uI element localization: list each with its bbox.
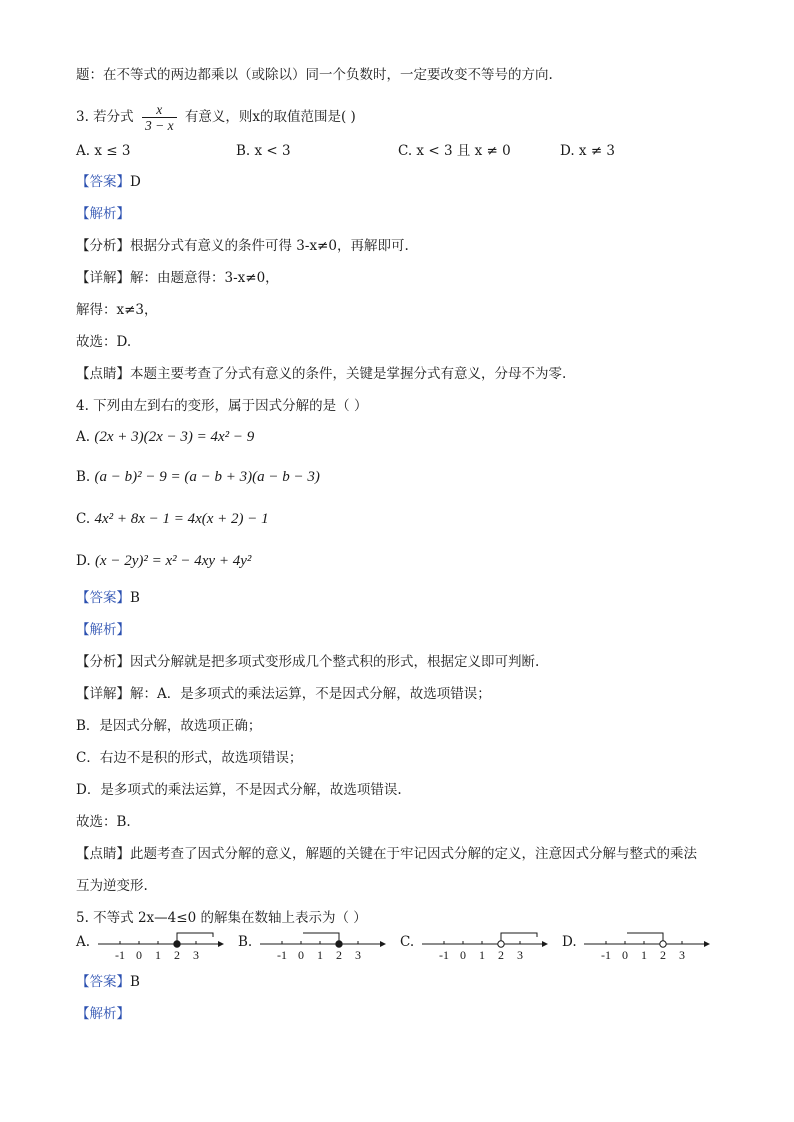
q5-option-a xyxy=(76,928,238,964)
q3-xiangjie xyxy=(76,269,279,287)
q5-analysis-heading: 【解析】 xyxy=(76,1006,130,1022)
answer-value: B xyxy=(130,974,140,990)
q5-option-b xyxy=(238,928,400,964)
question-3 xyxy=(76,100,356,134)
tick-label: 0 xyxy=(460,948,466,962)
solution-range xyxy=(501,933,537,944)
tick-label: 2 xyxy=(498,948,504,962)
q4-xiangjie xyxy=(76,685,491,703)
tick-label: -1 xyxy=(601,948,611,962)
question-4: 4. 下列由左到右的变形，属于因式分解的是（ ） xyxy=(76,398,368,414)
q3-option-d: D. x ≠ 3 xyxy=(560,143,616,159)
q3-option-c: C. x < 3 且 x ≠ 0 xyxy=(398,143,511,159)
filled-point xyxy=(174,941,180,947)
q3-fraction xyxy=(142,102,177,133)
q3-fenxi xyxy=(76,237,409,255)
q3-analysis-heading: 【解析】 xyxy=(76,206,130,222)
q4-answer xyxy=(76,589,140,607)
solution-range xyxy=(627,933,663,944)
arrow-icon xyxy=(704,941,710,947)
q3-solution: 解得：x≠3， xyxy=(76,302,158,318)
dianjing-tag: 【点睛】 xyxy=(76,846,130,862)
tick-label: 1 xyxy=(155,948,161,962)
tick-label: 2 xyxy=(660,948,666,962)
answer-tag: 【答案】 xyxy=(76,974,130,990)
q4-choice: 故选：B. xyxy=(76,814,131,830)
q5-answer xyxy=(76,973,140,991)
arrow-icon xyxy=(380,941,386,947)
q4-explain-d: D．是多项式的乘法运算，不是因式分解，故选项错误. xyxy=(76,782,402,798)
q4-option-d xyxy=(76,552,251,570)
q3-fraction-numerator: x xyxy=(142,102,177,118)
option-formula: (2x + 3)(2x − 3) = 4x² − 9 xyxy=(94,429,255,445)
dianjing-text: 此题考查了因式分解的意义，解题的关键在于牢记因式分解的定义，注意因式分解与整式的乘法 xyxy=(130,846,697,862)
q4-analysis-heading: 【解析】 xyxy=(76,622,130,638)
q3-option-b: B. x < 3 xyxy=(236,143,291,159)
tick-label: 2 xyxy=(174,948,180,962)
fenxi-tag: 【分析】 xyxy=(76,654,130,670)
tick-label: 0 xyxy=(622,948,628,962)
q5-options xyxy=(76,928,716,964)
question-5: 5. 不等式 2x—4≤0 的解集在数轴上表示为（ ） xyxy=(76,910,367,926)
tick-label: -1 xyxy=(439,948,449,962)
q3-prefix: 3. 若分式 xyxy=(76,109,134,125)
option-formula: (x − 2y)² = x² − 4xy + 4y² xyxy=(94,553,252,569)
q4-explain-b: B．是因式分解，故选项正确； xyxy=(76,718,262,734)
option-formula: (a − b)² − 9 = (a − b + 3)(a − b − 3) xyxy=(94,469,320,485)
q4-option-b xyxy=(76,468,320,486)
q4-fenxi xyxy=(76,653,539,671)
q4-dianjing xyxy=(76,845,697,863)
option-label: D. xyxy=(562,934,577,950)
option-label: A. xyxy=(76,429,91,445)
tick-label: -1 xyxy=(277,948,287,962)
tick-label: 3 xyxy=(679,948,685,962)
open-point xyxy=(660,941,666,947)
tick-label: 0 xyxy=(298,948,304,962)
q5-option-d xyxy=(562,928,724,964)
answer-tag: 【答案】 xyxy=(76,590,130,606)
dianjing-tag: 【点睛】 xyxy=(76,366,130,382)
arrow-icon xyxy=(542,941,548,947)
dianjing-text: 本题主要考查了分式有意义的条件，关键是掌握分式有意义，分母不为零. xyxy=(130,366,567,382)
number-line xyxy=(258,928,398,964)
tick-label: 2 xyxy=(336,948,342,962)
answer-value: B xyxy=(130,590,140,606)
answer-value: D xyxy=(130,174,141,190)
q5-option-c xyxy=(400,928,562,964)
solution-range xyxy=(303,933,339,944)
option-formula: 4x² + 8x − 1 = 4x(x + 2) − 1 xyxy=(94,511,269,527)
q4-option-a xyxy=(76,428,254,446)
q3-option-a: A. x ≤ 3 xyxy=(76,143,131,159)
xiangjie-text: 解：由题意得：3-x≠0， xyxy=(130,270,279,286)
number-line xyxy=(420,928,560,964)
tick-label: 0 xyxy=(136,948,142,962)
tick-label: 1 xyxy=(641,948,647,962)
fenxi-text: 根据分式有意义的条件可得 3-x≠0，再解即可. xyxy=(130,238,409,254)
fenxi-tag: 【分析】 xyxy=(76,238,130,254)
number-line xyxy=(96,928,236,964)
xiangjie-tag: 【详解】 xyxy=(76,270,130,286)
tick-label: 3 xyxy=(517,948,523,962)
answer-tag: 【答案】 xyxy=(76,174,130,190)
line-continuation: 题：在不等式的两边都乘以（或除以）同一个负数时，一定要改变不等号的方向. xyxy=(76,67,553,83)
xiangjie-tag: 【详解】 xyxy=(76,686,130,702)
option-label: B. xyxy=(238,934,253,950)
q3-dianjing xyxy=(76,365,566,383)
open-point xyxy=(498,941,504,947)
option-label: C. xyxy=(400,934,415,950)
option-label: B. xyxy=(76,469,91,485)
q4-option-c xyxy=(76,510,269,528)
fenxi-text: 因式分解就是把多项式变形成几个整式积的形式，根据定义即可判断. xyxy=(130,654,540,670)
tick-label: 3 xyxy=(193,948,199,962)
q3-answer xyxy=(76,173,141,191)
tick-label: 1 xyxy=(317,948,323,962)
tick-label: -1 xyxy=(115,948,125,962)
q4-dianjing-cont: 互为逆变形. xyxy=(76,878,148,894)
number-line xyxy=(582,928,722,964)
q3-suffix: 有意义，则x的取值范围是( ) xyxy=(184,109,356,125)
filled-point xyxy=(336,941,342,947)
option-label: A. xyxy=(76,934,91,950)
arrow-icon xyxy=(218,941,224,947)
tick-label: 3 xyxy=(355,948,361,962)
q3-fraction-denominator: 3 − x xyxy=(144,118,174,133)
tick-label: 1 xyxy=(479,948,485,962)
option-label: D. xyxy=(76,553,91,569)
xiangjie-text: 解：A．是多项式的乘法运算，不是因式分解，故选项错误； xyxy=(130,686,491,702)
q3-choice: 故选：D. xyxy=(76,334,132,350)
q4-explain-c: C．右边不是积的形式，故选项错误； xyxy=(76,750,303,766)
solution-range xyxy=(177,933,213,944)
option-label: C. xyxy=(76,511,91,527)
